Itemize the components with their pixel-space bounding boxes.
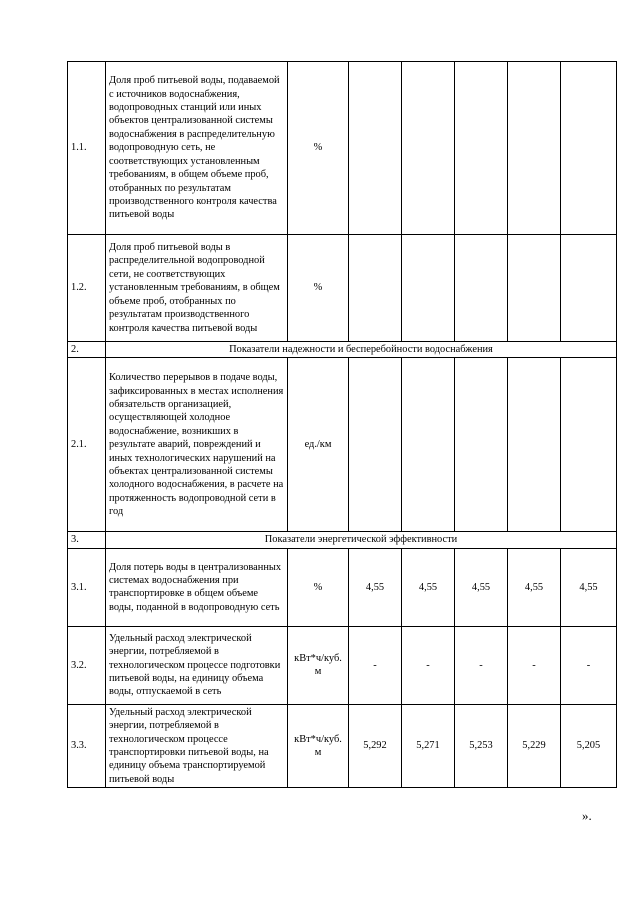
- value-cell: -: [508, 626, 561, 704]
- unit-cell: %: [288, 548, 349, 626]
- table-row: [68, 62, 617, 235]
- value-cell: [561, 358, 617, 532]
- value-cell: -: [349, 626, 402, 704]
- value-cell: [349, 358, 402, 532]
- value-cell: 4,55: [349, 548, 402, 626]
- indicator-name: Удельный расход электрической энергии, потребляемой в технологическом процессе подготовки питьевой воды, на единицу объема воды, отпускаемой в сеть: [106, 626, 288, 704]
- value-cell: [561, 235, 617, 342]
- row-number: 1.2.: [68, 235, 106, 342]
- value-cell: [508, 62, 561, 235]
- value-cell: 4,55: [402, 548, 455, 626]
- value-cell: 4,55: [455, 548, 508, 626]
- indicator-name: Доля проб питьевой воды в распределительной водопроводной сети, не соответствующих установленным требованиям, в общем объеме проб, отобранных по результатам производственного контроля качества питьевой воды: [106, 235, 288, 342]
- indicator-name: Количество перерывов в подаче воды, зафиксированных в местах исполнения обязательств организацией, осуществляющей холодное водоснабжение, возникших в результате аварий, повреждений и иных технологических нарушений на объектах централизованной системы холодного водоснабжения, в расчете на протяженность водопроводной сети в год: [106, 358, 288, 532]
- value-cell: [508, 358, 561, 532]
- section-row: [68, 342, 617, 358]
- table-row: [68, 235, 617, 342]
- indicator-name: Доля проб питьевой воды, подаваемой с источников водоснабжения, водопроводных станций или иных объектов централизованной системы водоснабжения в распределительную водопроводную сеть, не соответствующих установленным требованиям, в общем объеме проб, отобранных по результатам производственного контроля качества питьевой воды: [106, 62, 288, 235]
- value-cell: 5,271: [402, 704, 455, 787]
- row-number: 3.2.: [68, 626, 106, 704]
- unit-cell: %: [288, 62, 349, 235]
- value-cell: 5,229: [508, 704, 561, 787]
- value-cell: [455, 235, 508, 342]
- section-title: Показатели надежности и бесперебойности водоснабжения: [106, 342, 617, 358]
- value-cell: [349, 235, 402, 342]
- value-cell: [508, 235, 561, 342]
- closing-quote: ».: [582, 808, 592, 823]
- row-number: 3.1.: [68, 548, 106, 626]
- indicator-name: Удельный расход электрической энергии, потребляемой в технологическом процессе транспортировки питьевой воды, на единицу объема транспортируемой питьевой воды: [106, 704, 288, 787]
- value-cell: [402, 62, 455, 235]
- unit-cell: ед./км: [288, 358, 349, 532]
- unit-cell: кВт*ч/куб. м: [288, 704, 349, 787]
- value-cell: 5,292: [349, 704, 402, 787]
- value-cell: [349, 62, 402, 235]
- row-number: 2.: [68, 342, 106, 358]
- indicators-table: [67, 61, 617, 788]
- value-cell: [402, 235, 455, 342]
- value-cell: 4,55: [508, 548, 561, 626]
- section-row: [68, 532, 617, 548]
- table-row: [68, 358, 617, 532]
- value-cell: 4,55: [561, 548, 617, 626]
- unit-cell: %: [288, 235, 349, 342]
- value-cell: 5,205: [561, 704, 617, 787]
- table-row: [68, 548, 617, 626]
- value-cell: [561, 62, 617, 235]
- unit-cell: кВт*ч/куб. м: [288, 626, 349, 704]
- row-number: 3.3.: [68, 704, 106, 787]
- row-number: 1.1.: [68, 62, 106, 235]
- row-number: 3.: [68, 532, 106, 548]
- section-title: Показатели энергетической эффективности: [106, 532, 617, 548]
- value-cell: [402, 358, 455, 532]
- indicator-name: Доля потерь воды в централизованных системах водоснабжения при транспортировке в общем объеме воды, поданной в водопроводную сеть: [106, 548, 288, 626]
- value-cell: -: [402, 626, 455, 704]
- value-cell: -: [561, 626, 617, 704]
- value-cell: -: [455, 626, 508, 704]
- value-cell: 5,253: [455, 704, 508, 787]
- value-cell: [455, 62, 508, 235]
- value-cell: [455, 358, 508, 532]
- table-row: [68, 626, 617, 704]
- table-body: [68, 62, 617, 788]
- table-row: [68, 704, 617, 787]
- row-number: 2.1.: [68, 358, 106, 532]
